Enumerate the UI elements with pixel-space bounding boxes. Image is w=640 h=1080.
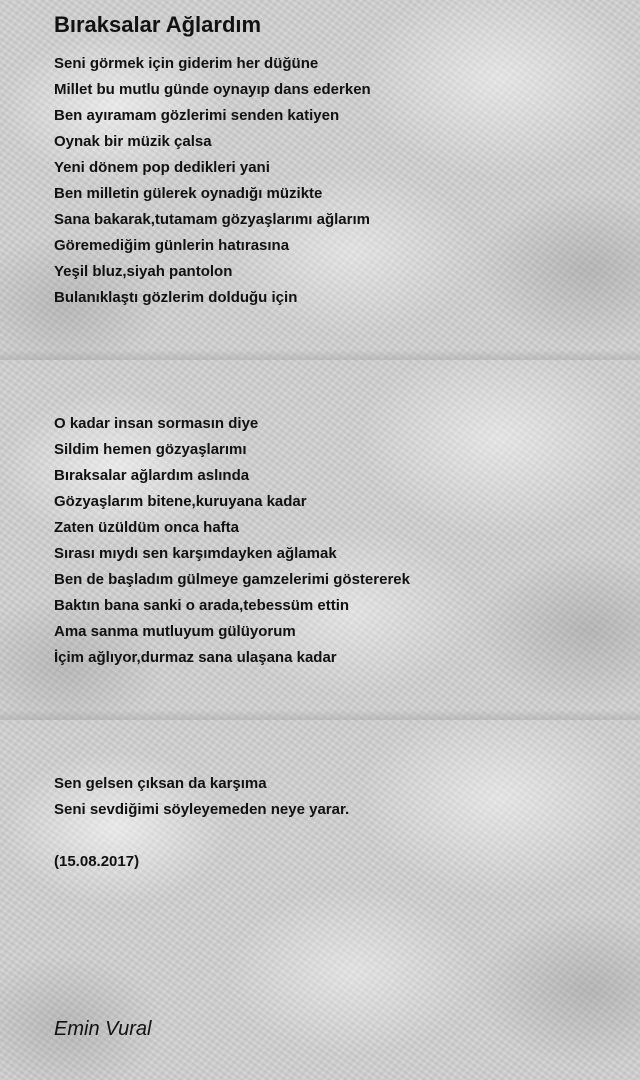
poem-line: Millet bu mutlu günde oynayıp dans ederken: [54, 81, 371, 98]
stanza-3: [54, 771, 349, 823]
poem-line: Ben de başladım gülmeye gamzelerimi göstererek: [54, 571, 410, 588]
poem-line: Zaten üzüldüm onca hafta: [54, 519, 240, 536]
stanza-2: [54, 411, 410, 671]
poem-line: Oynak bir müzik çalsa: [54, 133, 212, 150]
poem-author: Emin Vural: [54, 1018, 152, 1040]
poem-line: Yeşil bluz,siyah pantolon: [54, 263, 233, 280]
poem-line: Sildim hemen gözyaşlarımı: [54, 441, 247, 458]
poem-date: (15.08.2017): [54, 853, 140, 870]
poem-line: Göremediğim günlerin hatırasına: [54, 237, 290, 254]
poem-line: Baktın bana sanki o arada,tebessüm ettin: [54, 597, 350, 614]
poem-line: Sen gelsen çıksan da karşıma: [54, 775, 267, 792]
poem-line: Yeni dönem pop dedikleri yani: [54, 159, 270, 176]
poem-line: O kadar insan sormasın diye: [54, 415, 259, 432]
poem-line: Sana bakarak,tutamam gözyaşlarımı ağlarım: [54, 211, 370, 228]
poem-line: Bulanıklaştı gözlerim dolduğu için: [54, 289, 298, 306]
poem-line: Seni görmek için giderim her düğüne: [54, 55, 319, 72]
poem-line: Ben milletin gülerek oynadığı müzikte: [54, 185, 323, 202]
poem-line: Sırası mıydı sen karşımdayken ağlamak: [54, 545, 337, 562]
poem-line: Bıraksalar ağlardım aslında: [54, 467, 250, 484]
poem-line: Ben ayıramam gözlerimi senden katiyen: [54, 107, 340, 124]
poem-line: Seni sevdiğimi söyleyemeden neye yarar.: [54, 801, 350, 818]
poem-line: Ama sanma mutluyum gülüyorum: [54, 623, 296, 640]
poem-line: Gözyaşlarım bitene,kuruyana kadar: [54, 493, 307, 510]
poem-title: Bıraksalar Ağlardım: [54, 12, 262, 37]
stanza-1: [54, 51, 371, 311]
poem-line: İçim ağlıyor,durmaz sana ulaşana kadar: [54, 649, 337, 666]
